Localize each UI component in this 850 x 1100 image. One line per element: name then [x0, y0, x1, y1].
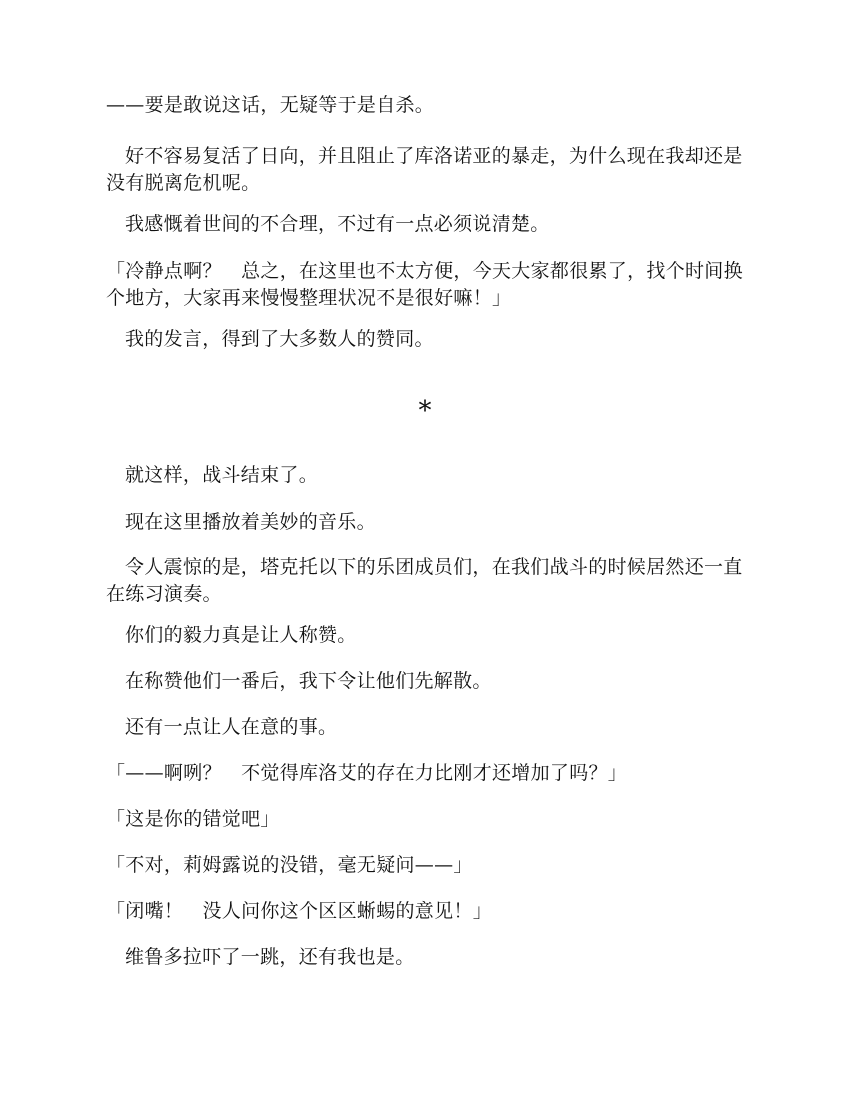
paragraph-dismiss: 在称赞他们一番后，我下令让他们先解散。	[125, 670, 492, 692]
paragraph-praise: 你们的毅力真是让人称赞。	[125, 624, 357, 646]
paragraph-suicide-remark: ——要是敢说这话，无疑等于是自杀。	[106, 94, 435, 116]
dialogue-existence-power: 「——啊咧？ 不觉得库洛艾的存在力比刚才还增加了吗？」	[106, 762, 628, 784]
paragraph-startled: 维鲁多拉吓了一跳，还有我也是。	[125, 946, 415, 968]
paragraph-agreement: 我的发言，得到了大多数人的赞同。	[125, 328, 434, 350]
paragraph-concern: 还有一点让人在意的事。	[125, 716, 338, 738]
paragraph-music: 现在这里播放着美妙的音乐。	[125, 511, 376, 533]
paragraph-band-practice: 令人震惊的是，塔克托以下的乐团成员们，在我们战斗的时候居然还一直在练习演奏。	[106, 556, 743, 605]
paragraph-unreasonable: 我感慨着世间的不合理，不过有一点必须说清楚。	[125, 213, 550, 235]
section-separator: *	[418, 396, 432, 426]
dialogue-illusion: 「这是你的错觉吧」	[106, 808, 280, 830]
dialogue-rimuru-right: 「不对，莉姆露说的没错，毫无疑问——」	[106, 854, 473, 876]
paragraph-battle-ended: 就这样，战斗结束了。	[125, 464, 319, 486]
paragraph-calm-down-speech: 「冷静点啊？ 总之，在这里也不太方便，今天大家都很累了，找个时间换个地方，大家再来慢慢整理状况不是很好嘛！」	[106, 260, 743, 309]
dialogue-shut-up: 「闭嘴！ 没人问你这个区区蜥蜴的意见！」	[106, 900, 493, 922]
paragraph-crisis: 好不容易复活了日向，并且阻止了库洛诺亚的暴走，为什么现在我却还是没有脱离危机呢。	[106, 145, 743, 194]
